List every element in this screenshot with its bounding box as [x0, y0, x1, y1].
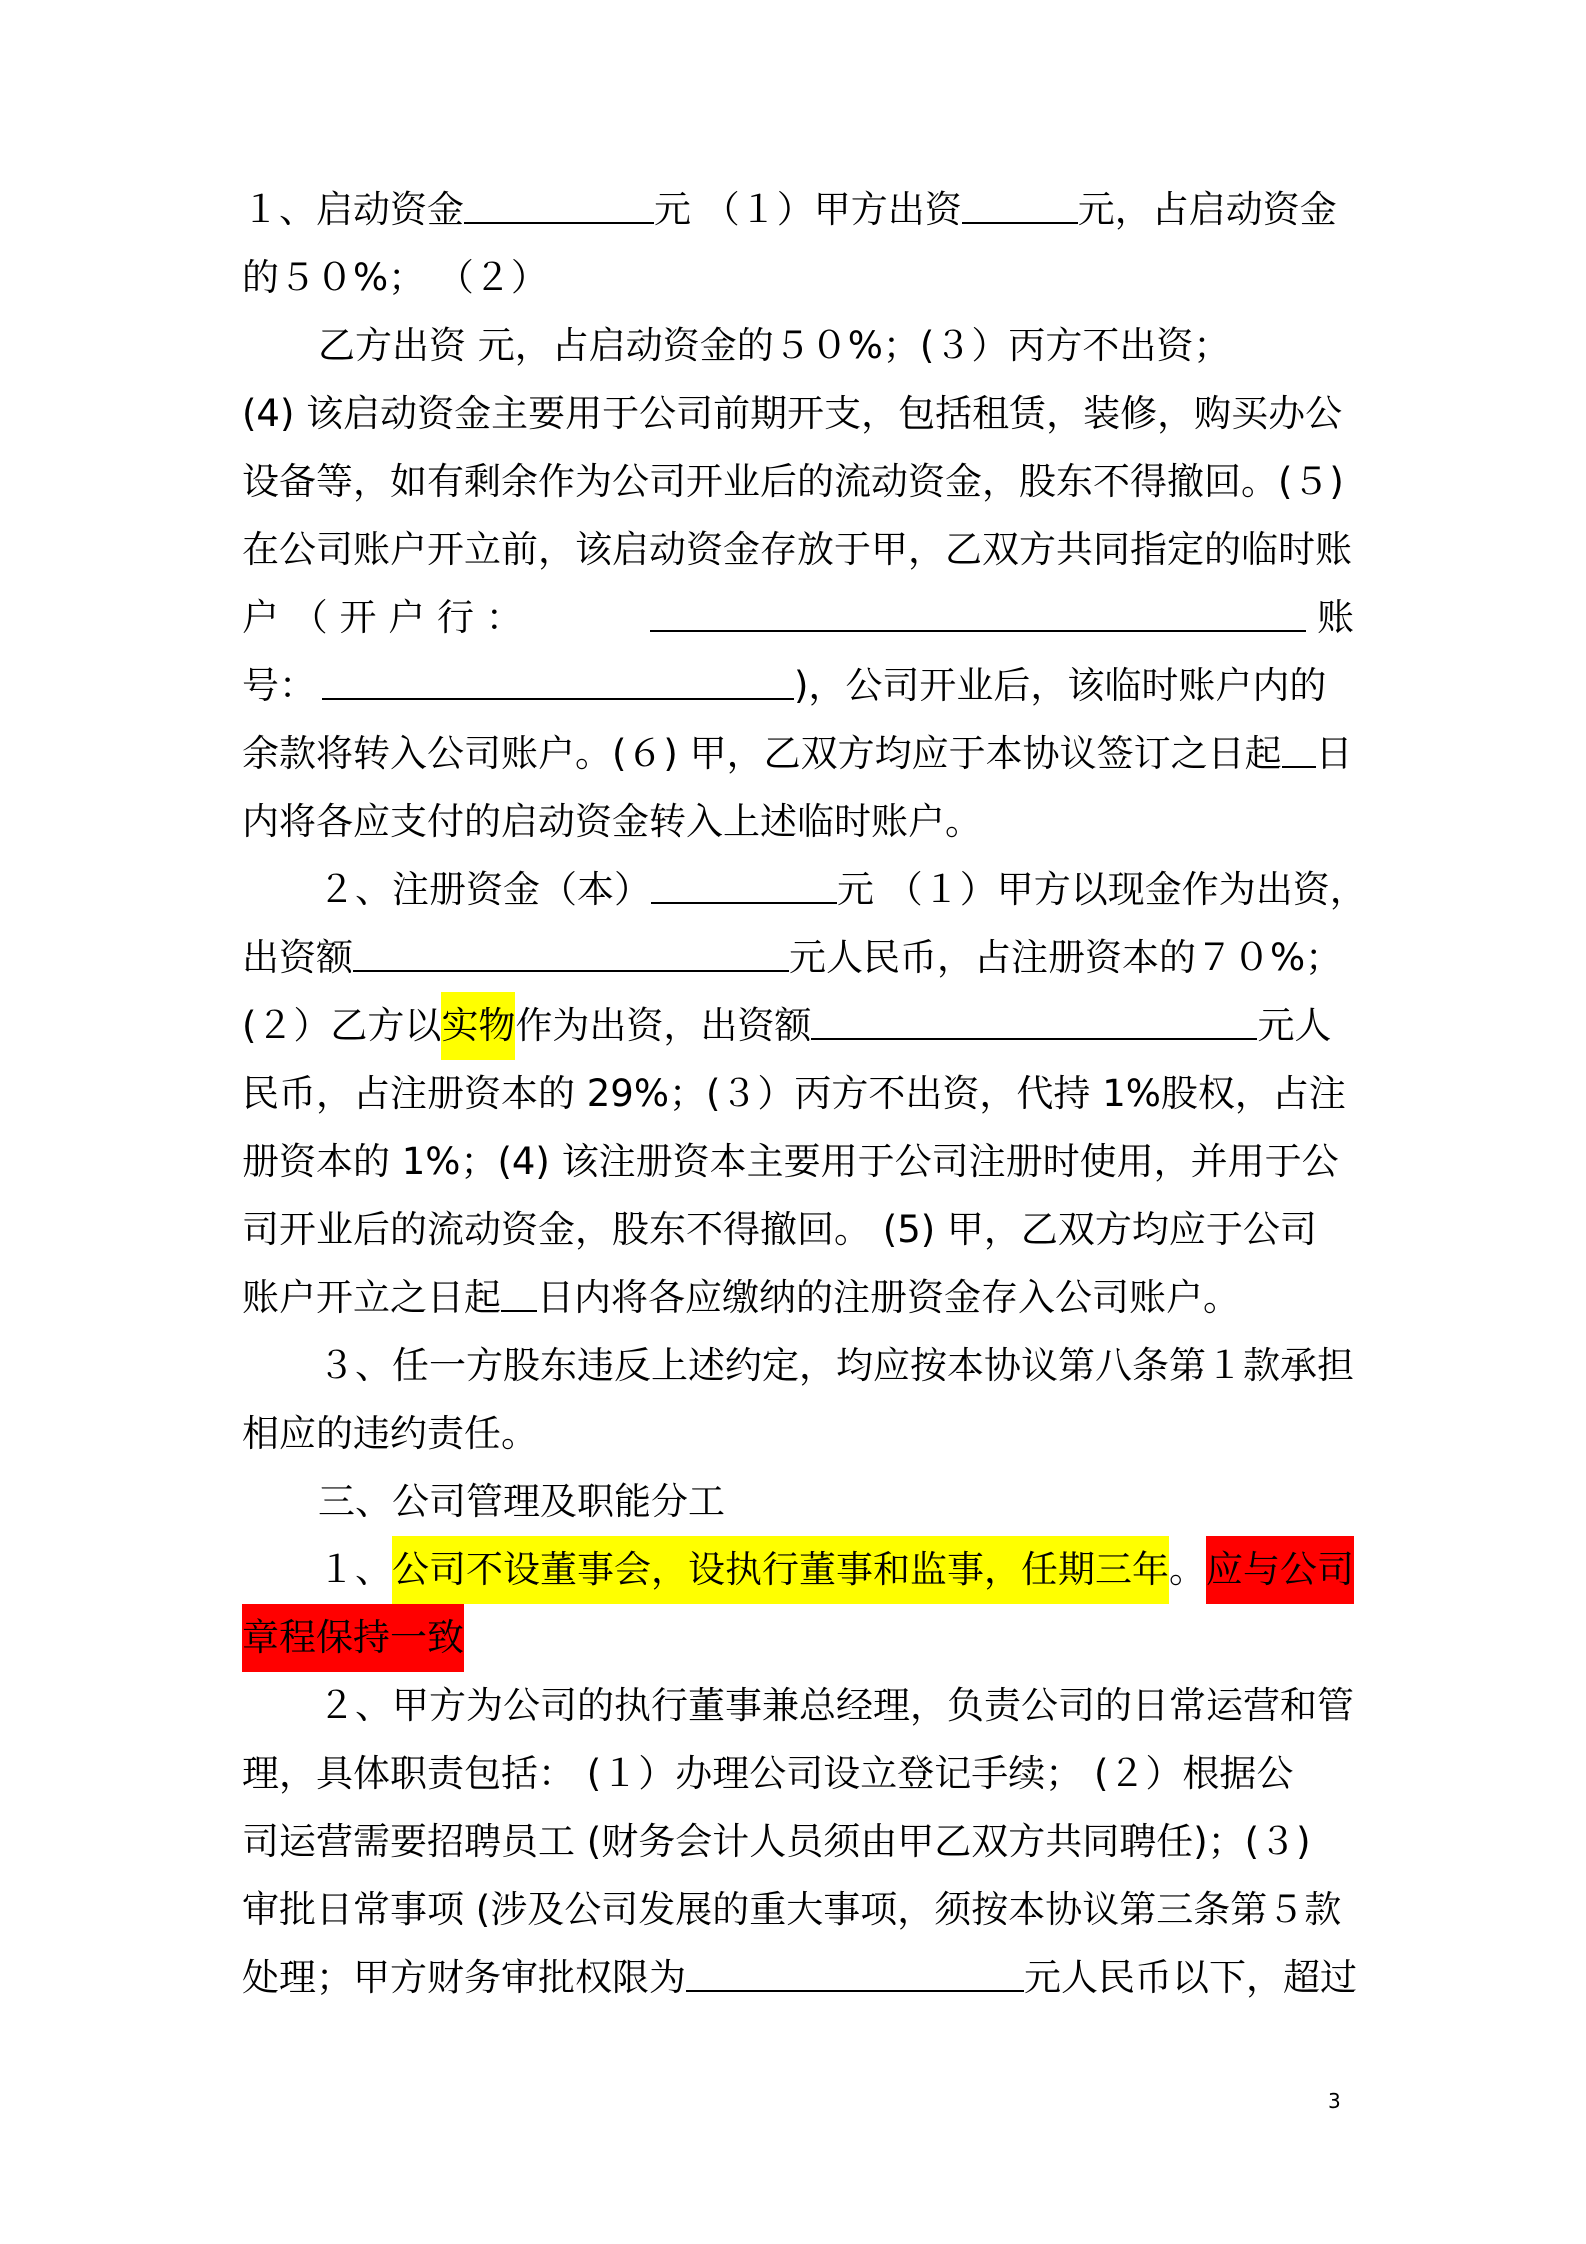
text-segment: 元，占启动资金 [1077, 188, 1337, 231]
text-line [242, 1400, 1354, 1468]
text-line [242, 652, 1354, 720]
text-segment: 相应的违约责任。 [242, 1412, 538, 1455]
text-segment: )，公司开业后，该临时账户内的 [794, 664, 1327, 707]
text-segment: 司开业后的流动资金，股东不得撤回。 (5) 甲，乙双方均应于公司 [242, 1208, 1317, 1251]
heading-text: 三、公司管理及职能分工 [318, 1480, 725, 1523]
blank-field [686, 1944, 1024, 1992]
text-line [242, 788, 1354, 856]
text-segment: ３、任一方股东违反上述约定，均应按本协议第八条第１款承担 [318, 1344, 1354, 1387]
text-segment: 元人民币，占注册资本的７０%； [789, 936, 1343, 979]
highlight-yellow: 实物 [441, 992, 515, 1060]
blank-field [651, 856, 837, 904]
text-line [242, 1944, 1357, 2012]
text-segment: (２）乙方以 [242, 1004, 442, 1047]
text-line [242, 1876, 1354, 1944]
text-segment: 账户开立之日起 [242, 1276, 501, 1319]
text-line [242, 1740, 1354, 1808]
text-line [242, 992, 1354, 1060]
text-line [318, 1536, 1354, 1604]
blank-field [1282, 720, 1316, 768]
text-segment: 号： [242, 664, 316, 707]
section-heading [318, 1468, 1354, 1536]
text-line [242, 1264, 1354, 1332]
text-line [242, 1196, 1354, 1264]
text-line [318, 1332, 1354, 1400]
text-segment: 设备等，如有剩余作为公司开业后的流动资金，股东不得撤回。(５) [242, 460, 1344, 503]
blank-field [811, 992, 1257, 1040]
text-line [242, 1808, 1354, 1876]
text-segment: 元人民币以下，超过 [1024, 1956, 1357, 1999]
page-number: 3 [1328, 2089, 1341, 2113]
text-line [242, 1604, 1354, 1672]
text-line [242, 176, 1354, 244]
text-segment: 司运营需要招聘员工 (财务会计人员须由甲乙双方共同聘任)；(３) [242, 1820, 1311, 1863]
blank-field [464, 176, 654, 224]
text-segment: 理，具体职责包括： (１）办理公司设立登记手续； (２）根据公 [242, 1752, 1294, 1795]
text-segment: ２、注册资金（本） [318, 868, 651, 911]
text-segment: 处理；甲方财务审批权限为 [242, 1956, 686, 1999]
text-segment: 元 （１）甲方以现金作为出资， [837, 868, 1367, 911]
text-segment: １、启动资金 [242, 188, 464, 231]
text-segment: 户 （ 开 户 行 ： [242, 596, 523, 639]
text-segment: 的５０%； （２） [242, 256, 548, 299]
blank-field [501, 1264, 537, 1312]
text-segment: 元人 [1257, 1004, 1332, 1047]
text-segment: 册资本的 1%；(4) 该注册资本主要用于公司注册时使用，并用于公 [242, 1140, 1339, 1183]
blank-field [650, 584, 1306, 632]
text-segment: 元 （１）甲方出资 [654, 188, 962, 231]
text-segment: 在公司账户开立前，该启动资金存放于甲，乙双方共同指定的临时账 [242, 528, 1352, 571]
text-segment: ２、甲方为公司的执行董事兼总经理，负责公司的日常运营和管 [318, 1684, 1354, 1727]
text-segment: 审批日常事项 (涉及公司发展的重大事项，须按本协议第三条第５款 [242, 1888, 1342, 1931]
text-segment: 民币，占注册资本的 29%；(３）丙方不出资，代持 1%股权，占注 [242, 1072, 1346, 1115]
text-line [242, 244, 1354, 312]
text-line [242, 448, 1354, 516]
blank-field [322, 652, 794, 700]
text-segment: 作为出资，出资额 [515, 1004, 812, 1047]
text-line [242, 584, 1354, 652]
text-line [242, 1128, 1354, 1196]
blank-field [353, 924, 789, 972]
text-line [318, 312, 1354, 380]
text-segment: 账 [1317, 596, 1354, 639]
highlight-red: 章程保持一致 [242, 1604, 464, 1672]
text-line [242, 720, 1354, 788]
text-line [242, 380, 1354, 448]
text-segment: (4) 该启动资金主要用于公司前期开支，包括租赁，装修，购买办公 [242, 392, 1343, 435]
text-segment: 余款将转入公司账户。(６) 甲，乙双方均应于本协议签订之日起 [242, 732, 1282, 775]
text-line [242, 1060, 1354, 1128]
highlight-yellow: 公司不设董事会，设执行董事和监事，任期三年 [392, 1536, 1169, 1604]
text-line [242, 516, 1354, 584]
text-segment: 内将各应支付的启动资金转入上述临时账户。 [242, 800, 982, 843]
text-line [318, 856, 1367, 924]
text-line [242, 924, 1354, 992]
text-segment: 出资额 [242, 936, 353, 979]
text-segment: 日 [1315, 732, 1353, 775]
text-line [318, 1672, 1354, 1740]
highlight-red: 应与公司 [1206, 1536, 1354, 1604]
text-segment: １、 [318, 1548, 392, 1591]
text-segment: 乙方出资 元，占启动资金的５０%；(３）丙方不出资； [318, 324, 1231, 367]
text-segment: 。 [1169, 1548, 1206, 1591]
text-segment: 日内将各应缴纳的注册资金存入公司账户。 [537, 1276, 1240, 1319]
blank-field [962, 176, 1078, 224]
